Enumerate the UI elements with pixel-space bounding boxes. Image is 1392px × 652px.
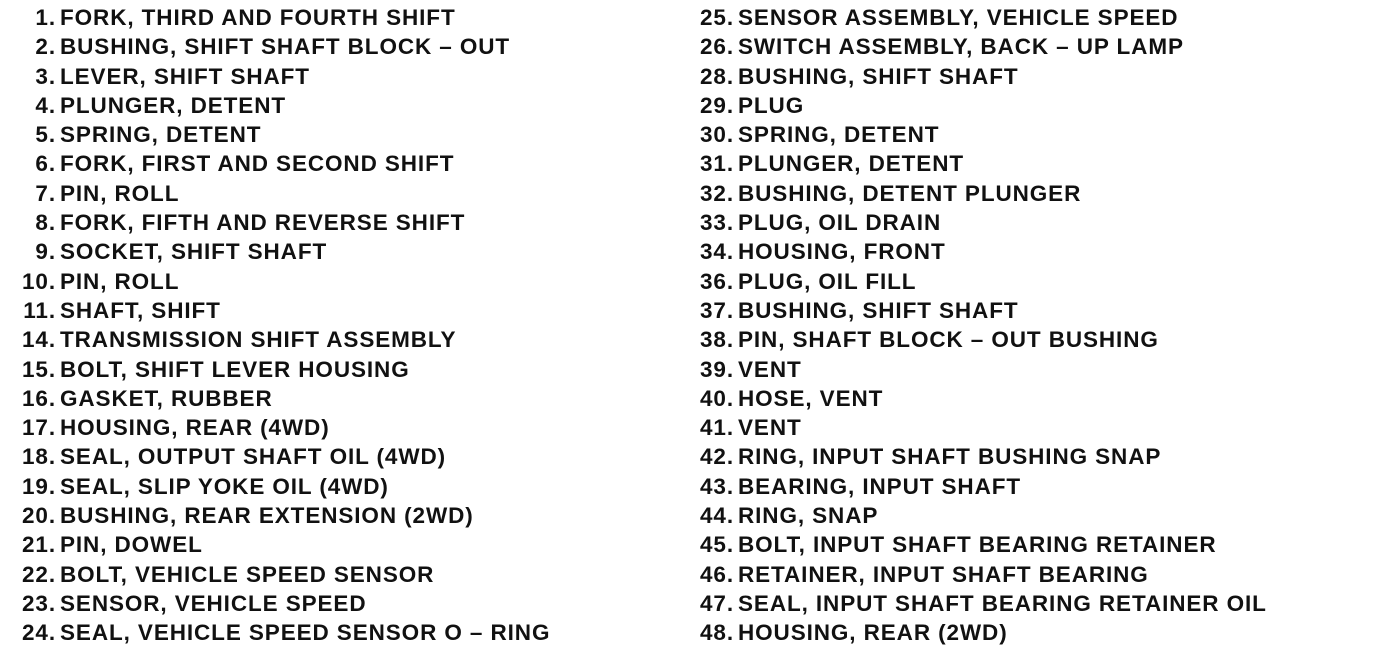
item-number: 38. bbox=[700, 327, 734, 353]
item-description: SEAL, SLIP YOKE OIL (4WD) bbox=[60, 473, 389, 499]
legend-item bbox=[684, 442, 1384, 471]
legend-item bbox=[684, 3, 1384, 32]
item-description: GASKET, RUBBER bbox=[60, 385, 273, 411]
legend-item bbox=[8, 120, 668, 149]
item-description: HOUSING, FRONT bbox=[738, 239, 946, 265]
item-description: VENT bbox=[738, 415, 802, 441]
legend-item bbox=[8, 560, 668, 589]
legend-left-column bbox=[8, 3, 668, 648]
legend-item bbox=[684, 237, 1384, 266]
item-description: PLUG bbox=[738, 92, 805, 118]
item-description: SEAL, OUTPUT SHAFT OIL (4WD) bbox=[60, 444, 447, 470]
legend-item bbox=[8, 384, 668, 413]
item-number: 7. bbox=[35, 180, 56, 206]
legend-item bbox=[684, 120, 1384, 149]
item-description: BOLT, VEHICLE SPEED SENSOR bbox=[60, 561, 435, 587]
item-number: 29. bbox=[700, 92, 734, 118]
item-number: 39. bbox=[700, 356, 734, 382]
item-description: VENT bbox=[738, 356, 802, 382]
item-number: 6. bbox=[35, 151, 56, 177]
item-number: 42. bbox=[700, 444, 734, 470]
legend-item bbox=[684, 501, 1384, 530]
item-description: BEARING, INPUT SHAFT bbox=[738, 473, 1022, 499]
item-number: 41. bbox=[700, 415, 734, 441]
item-description: PLUNGER, DETENT bbox=[60, 92, 287, 118]
legend-item bbox=[684, 296, 1384, 325]
item-description: HOSE, VENT bbox=[738, 385, 884, 411]
item-number: 36. bbox=[700, 268, 734, 294]
legend-item bbox=[8, 442, 668, 471]
item-description: RING, INPUT SHAFT BUSHING SNAP bbox=[738, 444, 1162, 470]
item-description: FORK, FIRST AND SECOND SHIFT bbox=[60, 151, 455, 177]
item-number: 10. bbox=[22, 268, 56, 294]
legend-right-column bbox=[684, 3, 1384, 648]
item-description: SHAFT, SHIFT bbox=[60, 297, 221, 323]
legend-item bbox=[684, 530, 1384, 559]
item-number: 48. bbox=[700, 620, 734, 646]
item-description: LEVER, SHIFT SHAFT bbox=[60, 63, 310, 89]
item-description: PIN, DOWEL bbox=[60, 532, 203, 558]
legend-item bbox=[684, 384, 1384, 413]
legend-item bbox=[684, 589, 1384, 618]
item-number: 23. bbox=[22, 590, 56, 616]
item-number: 15. bbox=[22, 356, 56, 382]
legend-item bbox=[8, 296, 668, 325]
legend-item bbox=[8, 179, 668, 208]
legend-item bbox=[8, 472, 668, 501]
item-description: SPRING, DETENT bbox=[60, 122, 262, 148]
item-number: 37. bbox=[700, 297, 734, 323]
legend-item bbox=[684, 413, 1384, 442]
item-number: 31. bbox=[700, 151, 734, 177]
item-number: 11. bbox=[23, 297, 56, 323]
item-number: 25. bbox=[700, 5, 734, 30]
item-description: RING, SNAP bbox=[738, 503, 879, 529]
item-number: 30. bbox=[700, 122, 734, 148]
item-number: 26. bbox=[700, 34, 734, 60]
legend-item bbox=[8, 32, 668, 61]
item-description: PIN, SHAFT BLOCK – OUT BUSHING bbox=[738, 327, 1159, 353]
item-description: PLUNGER, DETENT bbox=[738, 151, 965, 177]
item-description: BOLT, SHIFT LEVER HOUSING bbox=[60, 356, 410, 382]
item-number: 44. bbox=[700, 503, 734, 529]
legend-item bbox=[8, 208, 668, 237]
legend-item bbox=[684, 560, 1384, 589]
legend-item bbox=[8, 589, 668, 618]
item-description: BUSHING, SHIFT SHAFT bbox=[738, 63, 1019, 89]
item-description: HOUSING, REAR (2WD) bbox=[738, 620, 1008, 646]
item-number: 28. bbox=[700, 63, 734, 89]
item-number: 1. bbox=[35, 5, 56, 30]
item-number: 45. bbox=[700, 532, 734, 558]
item-number: 4. bbox=[35, 92, 56, 118]
legend-item bbox=[684, 355, 1384, 384]
item-number: 21. bbox=[22, 532, 56, 558]
item-number: 2. bbox=[35, 34, 56, 60]
legend-item bbox=[8, 237, 668, 266]
legend-item bbox=[8, 91, 668, 120]
item-description: PLUG, OIL FILL bbox=[738, 268, 917, 294]
legend-item bbox=[684, 62, 1384, 91]
legend-item bbox=[8, 530, 668, 559]
legend-item bbox=[8, 618, 668, 647]
legend-item bbox=[8, 149, 668, 178]
legend-item bbox=[684, 149, 1384, 178]
item-description: FORK, FIFTH AND REVERSE SHIFT bbox=[60, 210, 466, 236]
item-description: BUSHING, SHIFT SHAFT BLOCK – OUT bbox=[60, 34, 511, 60]
legend-item bbox=[684, 208, 1384, 237]
legend-item bbox=[8, 355, 668, 384]
item-number: 40. bbox=[700, 385, 734, 411]
legend-item bbox=[684, 91, 1384, 120]
item-number: 24. bbox=[22, 620, 56, 646]
item-number: 17. bbox=[22, 415, 56, 441]
item-description: TRANSMISSION SHIFT ASSEMBLY bbox=[60, 327, 457, 353]
item-description: SEAL, INPUT SHAFT BEARING RETAINER OIL bbox=[738, 590, 1267, 616]
item-description: PIN, ROLL bbox=[60, 180, 180, 206]
item-number: 43. bbox=[700, 473, 734, 499]
item-number: 32. bbox=[700, 180, 734, 206]
item-number: 34. bbox=[700, 239, 734, 265]
item-description: PIN, ROLL bbox=[60, 268, 180, 294]
item-number: 33. bbox=[700, 210, 734, 236]
item-description: SENSOR, VEHICLE SPEED bbox=[60, 590, 367, 616]
legend-item bbox=[684, 179, 1384, 208]
item-number: 19. bbox=[22, 473, 56, 499]
legend-item bbox=[8, 413, 668, 442]
item-number: 20. bbox=[22, 503, 56, 529]
item-number: 5. bbox=[35, 122, 56, 148]
item-description: SOCKET, SHIFT SHAFT bbox=[60, 239, 328, 265]
legend-item bbox=[684, 32, 1384, 61]
legend-item bbox=[8, 3, 668, 32]
legend-item bbox=[8, 267, 668, 296]
item-description: FORK, THIRD AND FOURTH SHIFT bbox=[60, 5, 456, 30]
legend-item bbox=[8, 501, 668, 530]
item-number: 14. bbox=[22, 327, 56, 353]
item-description: BUSHING, REAR EXTENSION (2WD) bbox=[60, 503, 474, 529]
item-number: 16. bbox=[22, 385, 56, 411]
item-description: BUSHING, DETENT PLUNGER bbox=[738, 180, 1082, 206]
item-description: RETAINER, INPUT SHAFT BEARING bbox=[738, 561, 1149, 587]
legend-item bbox=[684, 325, 1384, 354]
item-description: SEAL, VEHICLE SPEED SENSOR O – RING bbox=[60, 620, 551, 646]
legend-item bbox=[684, 267, 1384, 296]
item-number: 3. bbox=[35, 63, 56, 89]
item-number: 22. bbox=[22, 561, 56, 587]
item-number: 8. bbox=[35, 210, 56, 236]
item-number: 18. bbox=[22, 444, 56, 470]
legend-item bbox=[684, 472, 1384, 501]
item-description: BOLT, INPUT SHAFT BEARING RETAINER bbox=[738, 532, 1217, 558]
legend-item bbox=[684, 618, 1384, 647]
item-description: BUSHING, SHIFT SHAFT bbox=[738, 297, 1019, 323]
item-description: HOUSING, REAR (4WD) bbox=[60, 415, 330, 441]
item-description: SPRING, DETENT bbox=[738, 122, 940, 148]
item-description: SENSOR ASSEMBLY, VEHICLE SPEED bbox=[738, 5, 1179, 30]
item-description: PLUG, OIL DRAIN bbox=[738, 210, 942, 236]
item-number: 46. bbox=[700, 561, 734, 587]
item-number: 47. bbox=[700, 590, 734, 616]
legend-item bbox=[8, 325, 668, 354]
item-description: SWITCH ASSEMBLY, BACK – UP LAMP bbox=[738, 34, 1184, 60]
item-number: 9. bbox=[35, 239, 56, 265]
legend-item bbox=[8, 62, 668, 91]
